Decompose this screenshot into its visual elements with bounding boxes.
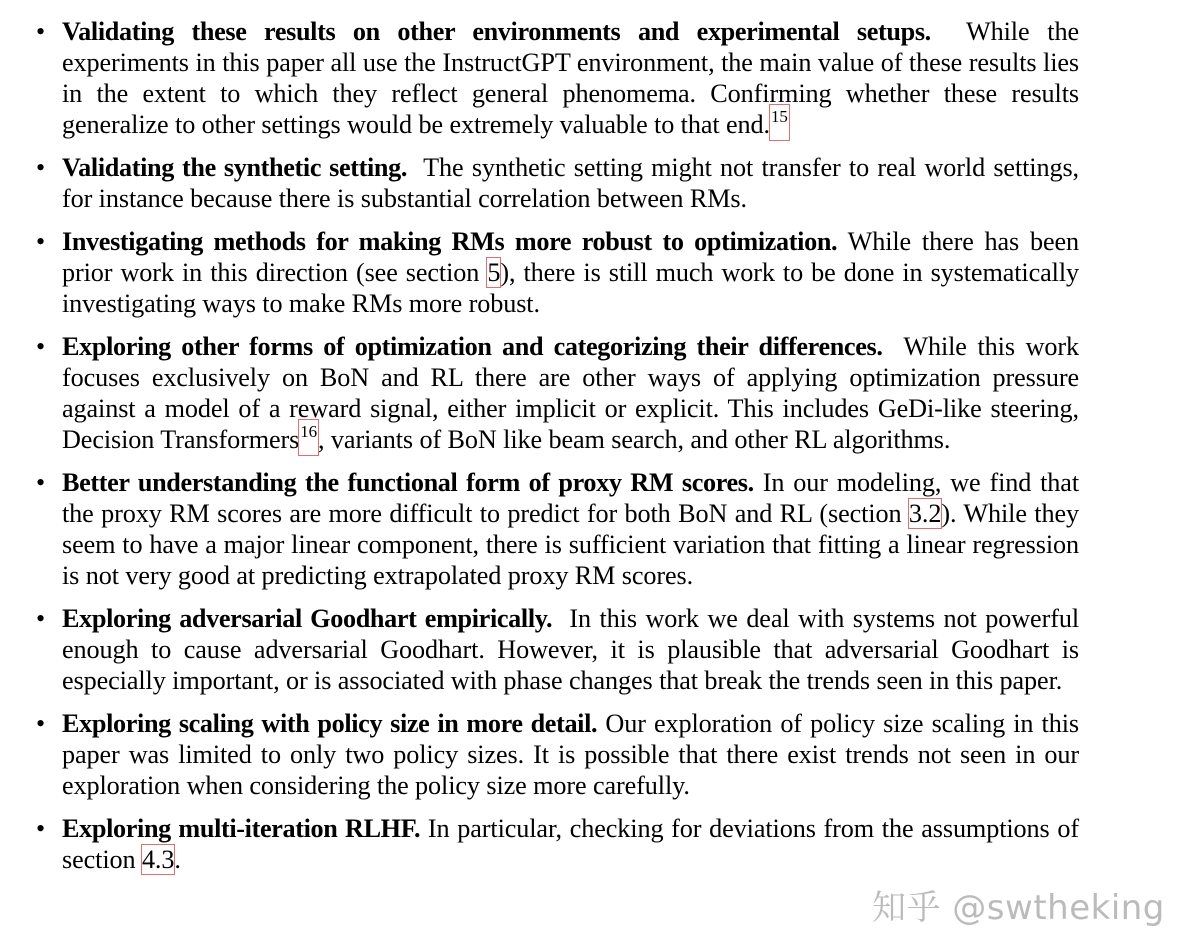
item-body: ), there is still much work to be done in systematically investigating ways to make RMs more robust.: [62, 258, 1079, 318]
section-ref-link[interactable]: 3.2: [908, 499, 942, 528]
item-body: While there has been prior work in this direction (see section: [62, 227, 1079, 287]
bullet-icon: •: [36, 814, 46, 843]
item-title: Exploring multi-iteration RLHF.: [62, 814, 421, 843]
item-body: While the experiments in this paper all use the InstructGPT environment, the main value of these results lies in the extent to which they reflect general phenomema. Confirming whether these results generalize to other settings would be extremely valuable to that end.: [62, 17, 1079, 139]
list-item: [0, 467, 1079, 591]
item-body: In our modeling, we find that the proxy RM scores are more difficult to predict for both BoN and RL (section: [62, 468, 1080, 528]
section-ref-link[interactable]: 5: [487, 258, 501, 287]
item-body: .: [174, 845, 181, 874]
list-item: [0, 813, 1079, 875]
item-body: ). While they seem to have a major linear component, there is sufficient variation that fitting a linear regression is not very good at predicting extrapolated proxy RM scores.: [62, 499, 1079, 590]
list-item: [0, 708, 1079, 801]
bullet-icon: •: [36, 332, 46, 361]
section-ref-link[interactable]: 4.3: [141, 845, 175, 874]
bullet-icon: •: [36, 604, 46, 633]
bullet-icon: •: [36, 17, 46, 46]
paper-page: [0, 16, 1186, 887]
item-body: In this work we deal with systems not powerful enough to cause adversarial Goodhart. However, it is plausible that adversarial Goodhart is especially important, or is associated with phase changes that break the trends seen in this paper.: [62, 604, 1079, 695]
bullet-icon: •: [36, 153, 46, 182]
item-title: Validating these results on other environments and experimental setups.: [62, 17, 931, 46]
item-title: Validating the synthetic setting.: [62, 153, 408, 182]
bullet-icon: •: [36, 709, 46, 738]
future-work-list: [0, 16, 1186, 875]
list-item: [0, 331, 1079, 455]
bullet-icon: •: [36, 468, 46, 497]
item-title: Exploring other forms of optimization and categorizing their differences.: [62, 332, 883, 361]
list-item: [0, 16, 1079, 140]
item-body: Our exploration of policy size scaling in this paper was limited to only two policy sizes. It is possible that there exist trends not seen in our exploration when considering the policy size more carefully.: [62, 709, 1079, 800]
watermark: 知乎 @swtheking: [872, 888, 1165, 928]
item-title: Better understanding the functional form of proxy RM scores.: [62, 468, 754, 497]
item-title: Exploring adversarial Goodhart empirically.: [62, 604, 553, 633]
list-item: [0, 603, 1079, 696]
item-title: Exploring scaling with policy size in more detail.: [62, 709, 598, 738]
bullet-icon: •: [36, 227, 46, 256]
list-item: [0, 226, 1079, 319]
footnote-link[interactable]: 15: [770, 105, 789, 140]
item-body: The synthetic setting might not transfer to real world settings, for instance because there is substantial correlation between RMs.: [62, 153, 1080, 213]
item-title: Investigating methods for making RMs more robust to optimization.: [62, 227, 838, 256]
item-body: While this work focuses exclusively on BoN and RL there are other ways of applying optimization pressure against a model of a reward signal, either implicit or explicit. This includes GeDi-like steering, Decision Transformers: [62, 332, 1079, 454]
list-item: [0, 152, 1079, 214]
item-body: , variants of BoN like beam search, and other RL algorithms.: [318, 425, 951, 454]
footnote-link[interactable]: 16: [299, 420, 318, 455]
item-body: In particular, checking for deviations from the assumptions of section: [62, 814, 1079, 874]
